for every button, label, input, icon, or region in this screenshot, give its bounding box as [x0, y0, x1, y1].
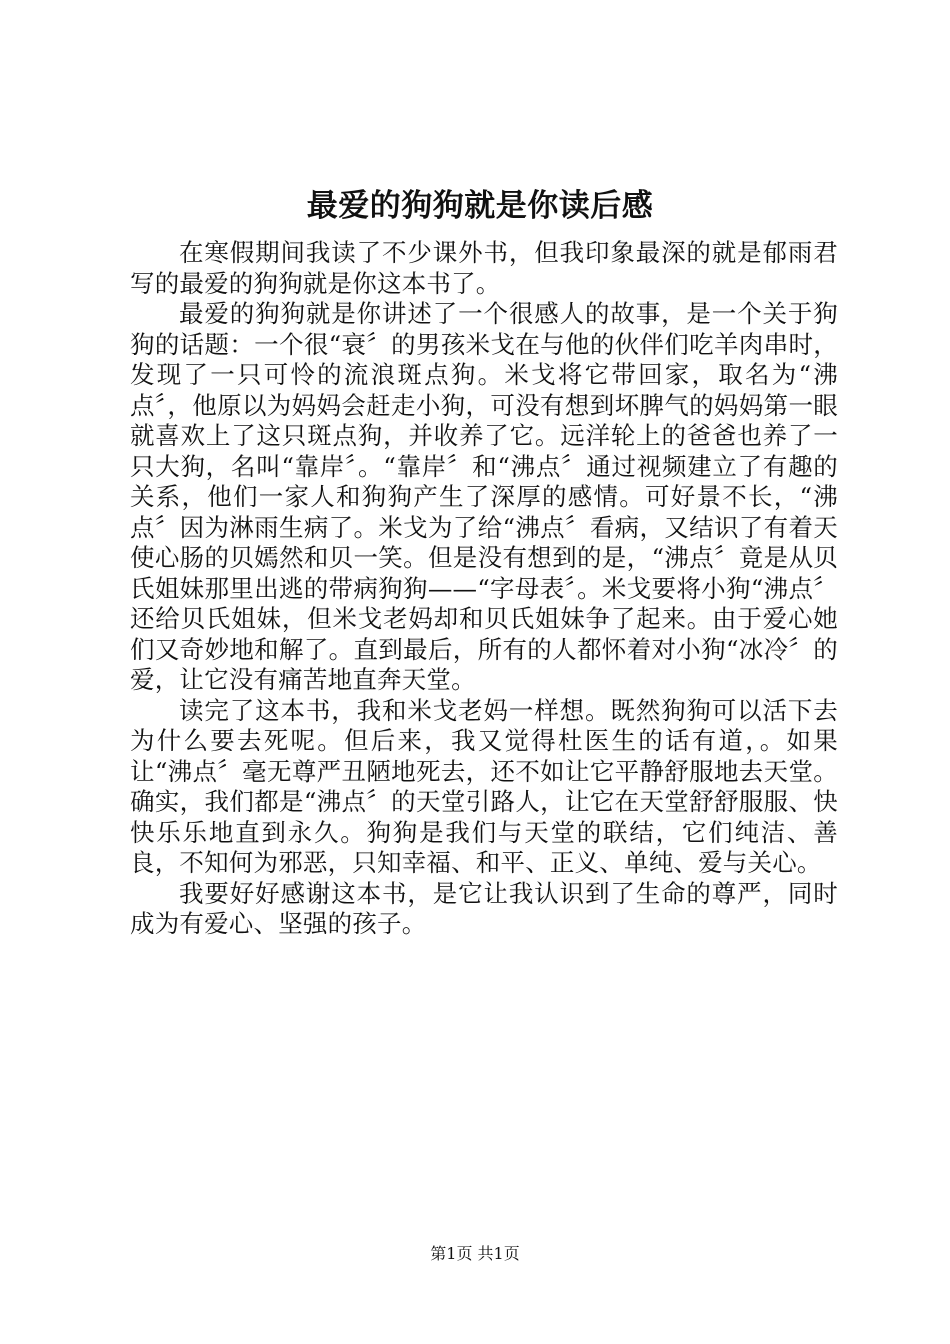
paragraph: 在寒假期间我读了不少课外书，但我印象最深的就是郁雨君写的最爱的狗狗就是你这本书了。 [130, 238, 838, 298]
document-title: 最爱的狗狗就是你读后感 [306, 188, 654, 224]
document-body [130, 238, 838, 940]
paragraph: 读完了这本书，我和米戈老妈一样想。既然狗狗可以活下去为什么要去死呢。但后来，我又觉得杜医生的话有道，。如果让“沸点〞毫无尊严丑陋地死去，还不如让它平静舒服地去天堂。确实，我们都是“沸点〞的天堂引路人，让它在天堂舒舒服服、快快乐乐地直到永久。狗狗是我们与天堂的联结，它们纯洁、善良，不知何为邪恶，只知幸福、和平、正义、单纯、爱与关心。 [130, 695, 838, 877]
page-footer: 第1页 共1页 [430, 1244, 520, 1263]
paragraph: 最爱的狗狗就是你讲述了一个很感人的故事，是一个关于狗狗的话题：一个很“衰〞的男孩米戈在与他的伙伴们吃羊肉串时，发现了一只可怜的流浪斑点狗。米戈将它带回家，取名为“沸点〞，他原以为妈妈会赶走小狗，可没有想到坏脾气的妈妈第一眼就喜欢上了这只斑点狗，并收养了它。远洋轮上的爸爸也养了一只大狗，名叫“靠岸〞。“靠岸〞和“沸点〞通过视频建立了有趣的关系，他们一家人和狗狗产生了深厚的感情。可好景不长，“沸点〞因为淋雨生病了。米戈为了给“沸点〞看病，又结识了有着天使心肠的贝嫣然和贝一笑。但是没有想到的是，“沸点〞竟是从贝氏姐妹那里出逃的带病狗狗——“字母表〞。米戈要将小狗“沸点〞还给贝氏姐妹，但米戈老妈却和贝氏姐妹争了起来。由于爱心她们又奇妙地和解了。直到最后，所有的人都怀着对小狗“冰冷〞的爱，让它没有痛苦地直奔天堂。 [130, 299, 838, 694]
paragraph: 我要好好感谢这本书，是它让我认识到了生命的尊严，同时成为有爱心、坚强的孩子。 [130, 878, 838, 938]
